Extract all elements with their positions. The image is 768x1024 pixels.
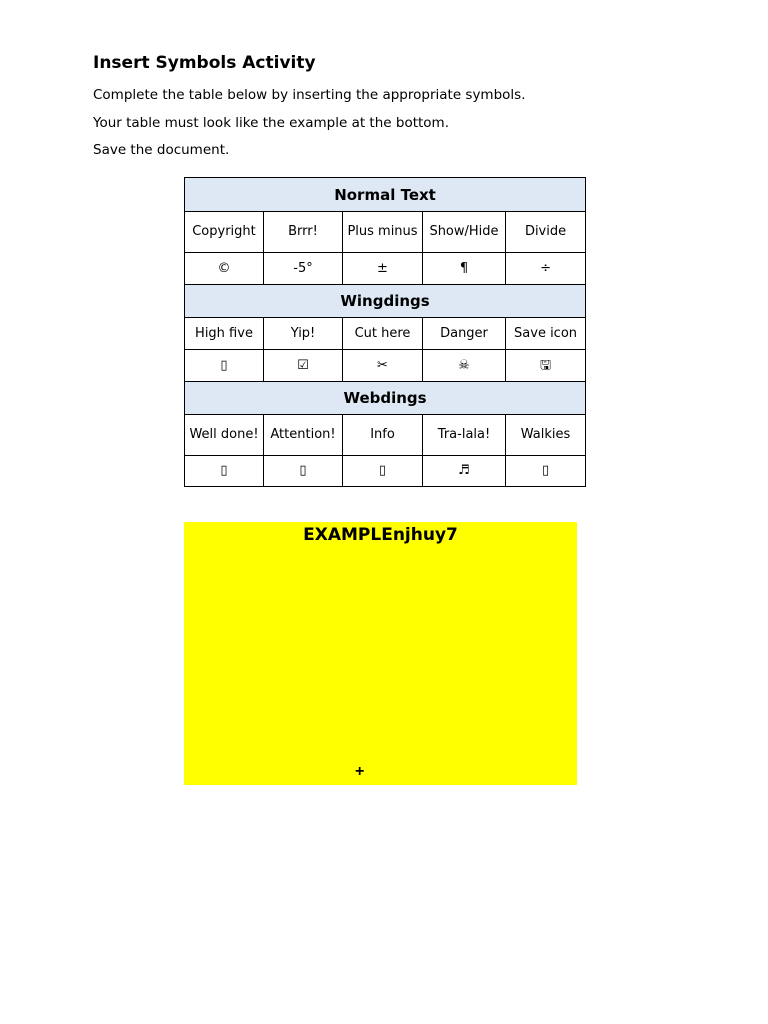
label-plus-minus[interactable]: Plus minus — [343, 212, 423, 253]
degree-symbol[interactable]: -5° — [264, 253, 343, 285]
attention-icon[interactable]: ▯ — [264, 456, 343, 487]
section-heading-normal-text[interactable]: Normal Text — [185, 178, 586, 212]
pilcrow-symbol[interactable]: ¶ — [423, 253, 506, 285]
label-high-five[interactable]: High five — [185, 318, 264, 350]
walkies-icon[interactable]: ▯ — [506, 456, 586, 487]
label-yip[interactable]: Yip! — [264, 318, 343, 350]
instruction-2: Your table must look like the example at the bottom. — [93, 115, 449, 131]
label-save-icon[interactable]: Save icon — [506, 318, 586, 350]
label-well-done[interactable]: Well done! — [185, 415, 264, 456]
high-five-icon[interactable]: ▯ — [185, 350, 264, 382]
move-cursor-icon: + — [355, 763, 365, 780]
section-heading-wingdings[interactable]: Wingdings — [185, 285, 586, 318]
label-attention[interactable]: Attention! — [264, 415, 343, 456]
label-walkies[interactable]: Walkies — [506, 415, 586, 456]
label-info[interactable]: Info — [343, 415, 423, 456]
example-image-box[interactable] — [184, 522, 577, 785]
document-title: Insert Symbols Activity — [93, 53, 316, 73]
example-title: EXAMPLEnjhuy7 — [303, 525, 458, 545]
floppy-disk-icon[interactable]: 🖫 — [506, 350, 586, 382]
label-copyright[interactable]: Copyright — [185, 212, 264, 253]
section-heading-webdings[interactable]: Webdings — [185, 382, 586, 415]
divide-symbol[interactable]: ÷ — [506, 253, 586, 285]
label-tra-lala[interactable]: Tra-lala! — [423, 415, 506, 456]
label-danger[interactable]: Danger — [423, 318, 506, 350]
checkbox-icon[interactable]: ☑ — [264, 350, 343, 382]
plus-minus-symbol[interactable]: ± — [343, 253, 423, 285]
symbols-table[interactable] — [184, 177, 586, 487]
label-brrr[interactable]: Brrr! — [264, 212, 343, 253]
instruction-3: Save the document. — [93, 142, 230, 158]
label-cut-here[interactable]: Cut here — [343, 318, 423, 350]
label-divide[interactable]: Divide — [506, 212, 586, 253]
info-icon[interactable]: ▯ — [343, 456, 423, 487]
skull-crossbones-icon[interactable]: ☠ — [423, 350, 506, 382]
label-show-hide[interactable]: Show/Hide — [423, 212, 506, 253]
instruction-1: Complete the table below by inserting the appropriate symbols. — [93, 87, 526, 103]
copyright-symbol[interactable]: © — [185, 253, 264, 285]
well-done-icon[interactable]: ▯ — [185, 456, 264, 487]
scissors-icon[interactable]: ✂ — [343, 350, 423, 382]
music-notes-icon[interactable]: ♬ — [423, 456, 506, 487]
